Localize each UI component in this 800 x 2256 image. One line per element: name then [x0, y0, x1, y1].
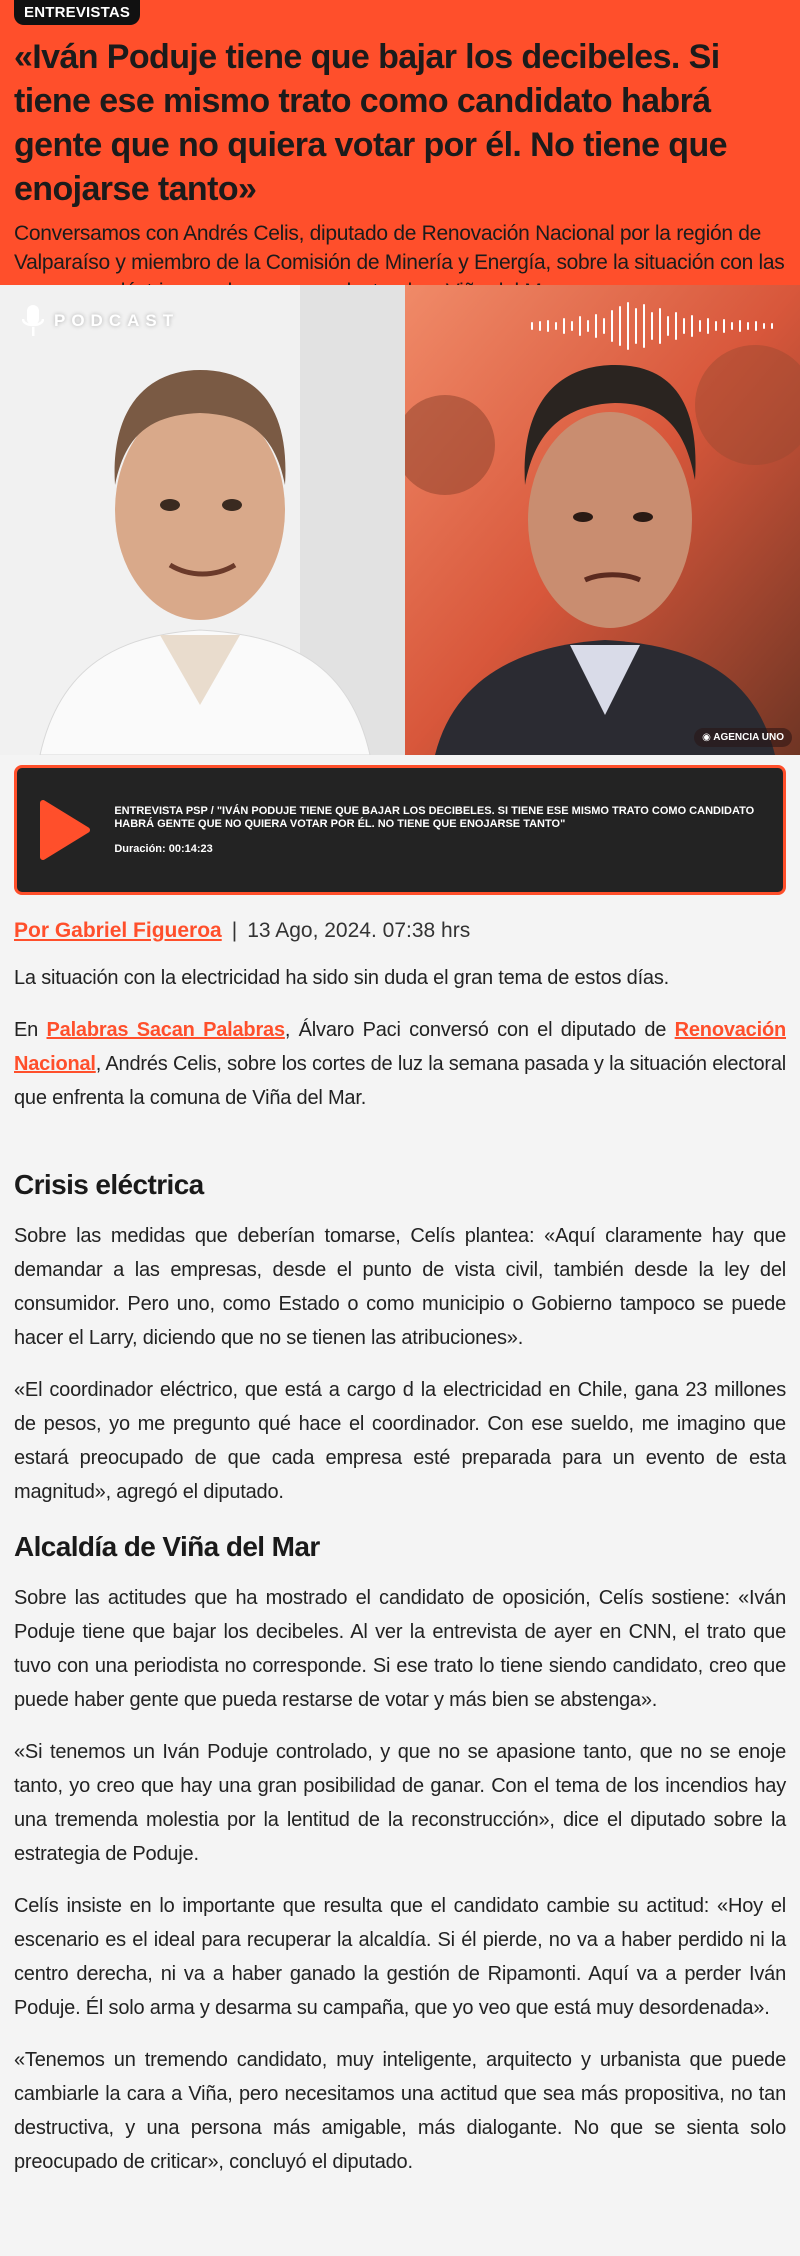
link-palabras-sacan-palabras[interactable]: Palabras Sacan Palabras	[46, 1019, 285, 1041]
paragraph-8: «Tenemos un tremendo candidato, muy inteligente, arquitecto y urbanista que puede cambiarle la cara a Viña, pero necesitamos una actitud que sea más propositiva, no tan destructiva, y una persona más amigable, más dialogante. No que se sienta solo preocupado de criticar», concluyó el diputado.	[14, 2049, 786, 2173]
podcast-label-text: PODCAST	[54, 311, 180, 330]
photo-credit	[694, 728, 792, 747]
candidate-photo	[405, 285, 800, 755]
section-heading-alcaldia: Alcaldía de Viña del Mar	[14, 1531, 320, 1562]
photo-credit-text: AGENCIA UNO	[713, 732, 784, 743]
paragraph-2	[14, 1013, 786, 1115]
paragraph-5: Sobre las actitudes que ha mostrado el candidato de oposición, Celís sostiene: «Iván Poduje tiene que bajar los decibeles. Al ver la entrevista de ayer en CNN, el trato que tuvo con una periodista no corresponde. Si ese trato lo tiene siendo candidato, creo que puede haber gente que pueda restarse de votar y más bien se abstenga».	[14, 1587, 786, 1711]
podcast-badge	[22, 305, 179, 337]
paragraph-1: La situación con la electricidad ha sido sin duda el gran tema de estos días.	[14, 967, 670, 989]
article-header	[0, 0, 800, 285]
waveform-icon	[530, 301, 780, 351]
link-renovacion-nacional[interactable]: Renovación Nacional	[14, 1019, 787, 1075]
article-headline: «Iván Poduje tiene que bajar los decibeles. Si tiene ese mismo trato como candidato habrá gente que no quiera votar por él. No tiene que enojarse tanto»	[14, 38, 727, 208]
play-button[interactable]	[27, 780, 114, 880]
candidate-portrait	[405, 285, 800, 755]
author-link[interactable]: Por Gabriel Figueroa	[14, 919, 222, 942]
paragraph-2-text-3: , Andrés Celis, sobre los cortes de luz la semana pasada y la situación electoral que enfrenta la comuna de Viña del Mar.	[14, 1053, 786, 1109]
paragraph-6: «Si tenemos un Iván Poduje controlado, y que no se apasione tanto, que no se enoje tanto, yo creo que hay una gran posibilidad de ganar. Con el tema de los incendios hay una tremenda molestia por la lentitud de la reconstrucción», dice el diputado sobre la estrategia de Poduje.	[14, 1741, 786, 1865]
article-subhead: Conversamos con Andrés Celis, diputado de Renovación Nacional por la región de Valparaíso y miembro de la Comisión de Minería y Energía, sobre la situación con las	[14, 222, 785, 274]
section-heading-crisis: Crisis eléctrica	[14, 1169, 204, 1200]
guest-portrait	[0, 285, 405, 755]
player-info	[114, 805, 765, 856]
microphone-icon	[22, 305, 44, 337]
camera-icon: ◉	[702, 732, 711, 743]
player-episode-title: ENTREVISTA PSP / "IVÁN PODUJE TIENE QUE BAJAR LOS DECIBELES. SI TIENE ESE MISMO TRATO COMO CANDIDATO HABRÁ GENTE QUE NO QUIERA VOTAR POR ÉL. NO TIENE QUE ENOJARSE TANTO"	[114, 804, 755, 830]
hero-image	[0, 285, 800, 755]
guest-photo	[0, 285, 405, 755]
paragraph-7: Celís insiste en lo importante que resulta que el candidato cambie su actitud: «Hoy el escenario es el ideal para recuperar la alcaldía. Si él pierde, no va a haber perdido ni la centro derecha, ni va a haber ganado la gestión de Ripamonti. Aquí va a perder Iván Poduje. Él solo arma y desarma su campaña, que yo veo que está muy desordenada».	[14, 1895, 786, 2019]
player-duration: Duración: 00:14:23	[114, 842, 213, 855]
play-icon	[37, 799, 93, 861]
article-body	[0, 919, 800, 2179]
paragraph-4: «El coordinador eléctrico, que está a cargo d la electricidad en Chile, gana 23 millones de pesos, yo me pregunto qué hace el coordinador. Con ese sueldo, me imagino que estará preocupado de que cada empresa esté preparada para un evento de esta magnitud», agregó el diputado.	[14, 1379, 786, 1503]
byline-separator: |	[231, 919, 238, 942]
category-tag[interactable]: ENTREVISTAS	[14, 0, 140, 25]
paragraph-2-text-2: , Álvaro Paci conversó con el diputado de	[284, 1019, 675, 1041]
publish-date: 13 Ago, 2024. 07:38 hrs	[247, 919, 471, 942]
paragraph-3: Sobre las medidas que deberían tomarse, Celís plantea: «Aquí claramente hay que demandar a las empresas, desde el punto de vista civil, también desde la ley del consumidor. Pero uno, como Estado o como municipio o Gobierno tampoco se puede hacer el Larry, diciendo que no se tienen las atribuciones».	[14, 1225, 786, 1349]
podcast-player	[14, 765, 786, 895]
byline	[14, 919, 786, 943]
paragraph-2-text-1: En	[14, 1019, 47, 1041]
